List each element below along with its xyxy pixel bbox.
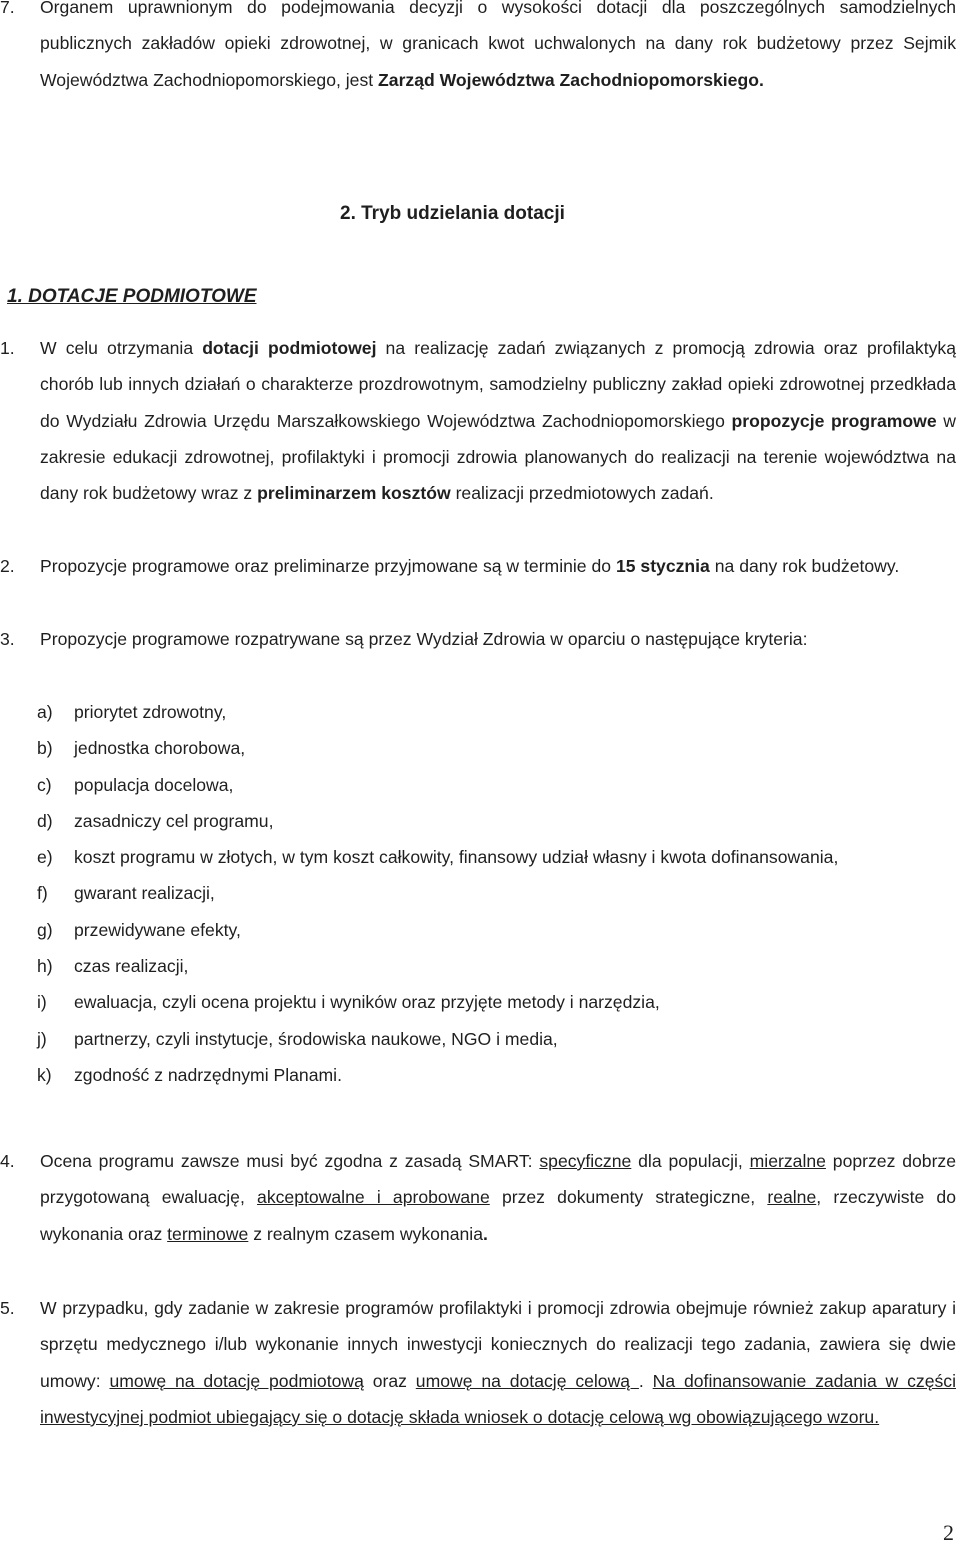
paragraph-3 (40, 621, 956, 657)
criteria-item (37, 839, 956, 875)
p5-text-2: oraz (363, 1370, 416, 1391)
paragraph-5 (40, 1290, 956, 1435)
criteria-item (37, 730, 956, 766)
p1-bold-2: propozycje programowe (731, 410, 937, 431)
p5-number: 5. (0, 1298, 15, 1318)
p1-number: 1. (0, 338, 15, 358)
criteria-label: a) (37, 702, 53, 722)
p2-text-2: na dany rok budżetowy. (709, 556, 900, 576)
criteria-text: zasadniczy cel programu, (74, 810, 274, 831)
criteria-text: czas realizacji, (74, 956, 189, 977)
p1-bold-3: preliminarzem kosztów (257, 483, 451, 504)
paragraph-2 (40, 548, 956, 584)
criteria-item (37, 1057, 956, 1093)
criteria-item (37, 984, 956, 1020)
criteria-label: k) (37, 1064, 52, 1085)
p5-text-3: . (638, 1370, 653, 1391)
criteria-label: f) (37, 883, 48, 904)
intro-paragraph (40, 0, 956, 98)
criteria-label: i) (37, 992, 47, 1013)
p4-text-3: poprzez dobrze przygotowaną ewaluację, (40, 1151, 957, 1208)
criteria-item (37, 912, 956, 948)
subsection-heading-dotacje: 1. DOTACJE PODMIOTOWE (7, 286, 257, 307)
criteria-text: zgodność z nadrzędnymi Planami. (74, 1064, 342, 1085)
criteria-label: c) (37, 774, 52, 795)
criteria-label: d) (37, 810, 53, 831)
p5-underline-3: Na dofinansowanie zadania w części inwestycyjnej podmiot ubiegający się o dotację składa wniosek o dotację celową wg obowiązującego wzoru. (40, 1370, 956, 1427)
criteria-text: priorytet zdrowotny, (74, 702, 227, 722)
criteria-item (37, 875, 956, 911)
p1-bold-1: dotacji podmiotowej (202, 338, 377, 358)
intro-text: Organem uprawnionym do podejmowania decyzji o wysokości dotacji dla poszczególnych samodzielnych publicznych zakładów opieki zdrowotnej, w granicach kwot uchwalonych na dany rok budżetowy przez Sejmik Województwa Zachodniopomorskiego, jest (40, 0, 956, 90)
p3-text-1: Propozycje programowe rozpatrywane są przez Wydział Zdrowia w oparciu o następujące kryteria: (40, 629, 808, 649)
p1-text-3: w zakresie edukacji zdrowotnej, profilaktyki i promocji zdrowia planowanych do realizacji na terenie województwa na dany rok budżetowy wraz z (40, 410, 957, 504)
criteria-text: gwarant realizacji, (74, 883, 215, 904)
criteria-label: j) (37, 1028, 47, 1049)
p1-text-1: W celu otrzymania (40, 338, 203, 358)
criteria-item (37, 694, 956, 730)
criteria-label: h) (37, 956, 53, 977)
criteria-text: ewaluacja, czyli ocena projektu i wyników oraz przyjęte metody i narzędzia, (74, 992, 660, 1013)
p2-number: 2. (0, 556, 15, 576)
p4-underline-3: akceptowalne i aprobowane (257, 1187, 490, 1208)
p5-text-1: W przypadku, gdy zadanie w zakresie programów profilaktyki i promocji zdrowia obejmuje również zakup aparatury i sprzętu medycznego i/lub wykonanie innych inwestycji koniecznych do realizacji tego zadania, zawiera się dwie umowy: (40, 1298, 956, 1391)
criteria-item (37, 948, 956, 984)
criteria-label: e) (37, 847, 53, 868)
p4-underline-1: specyficzne (539, 1151, 632, 1171)
criteria-list (37, 694, 956, 1093)
p4-text-2: dla populacji, (631, 1151, 750, 1171)
criteria-text: partnerzy, czyli instytucje, środowiska naukowe, NGO i media, (74, 1028, 558, 1049)
p4-text-4: przez dokumenty strategiczne, (489, 1187, 768, 1208)
p3-number: 3. (0, 629, 15, 649)
criteria-text: jednostka chorobowa, (74, 738, 246, 759)
p4-underline-4: realne (767, 1187, 817, 1208)
p4-text-6: z realnym czasem wykonania (248, 1223, 483, 1244)
criteria-label: g) (37, 919, 53, 940)
p5-underline-2: umowę na dotację celową (415, 1370, 639, 1391)
criteria-label: b) (37, 738, 53, 759)
page-number: 2 (943, 1520, 954, 1545)
p4-underline-2: mierzalne (749, 1151, 826, 1171)
p1-text-4: realizacji przedmiotowych zadań. (450, 483, 714, 504)
criteria-item (37, 1021, 956, 1057)
section-heading-tryb: 2. Tryb udzielania dotacji (340, 203, 565, 224)
p5-underline-1: umowę na dotację podmiotową (109, 1370, 364, 1391)
paragraph-1 (40, 330, 956, 511)
p4-underline-5: terminowe (167, 1223, 249, 1244)
intro-bold-authority: Zarząd Województwa Zachodniopomorskiego. (378, 69, 764, 90)
criteria-text: przewidywane efekty, (74, 919, 241, 940)
p4-text-1: Ocena programu zawsze musi być zgodna z zasadą SMART: (40, 1151, 540, 1171)
p4-number: 4. (0, 1151, 15, 1171)
criteria-text: populacja docelowa, (74, 774, 234, 795)
p2-text-1: Propozycje programowe oraz preliminarze przyjmowane są w terminie do (40, 556, 616, 576)
criteria-text: koszt programu w złotych, w tym koszt całkowity, finansowy udział własny i kwota dofinansowania, (74, 847, 839, 868)
p4-bold-period: . (483, 1223, 488, 1244)
criteria-item (37, 767, 956, 803)
paragraph-4 (40, 1143, 956, 1252)
p1-text-2: na realizację zadań związanych z promocją zdrowia oraz profilaktyką chorób lub innych działań o charakterze prozdrowotnym, samodzielny publiczny zakład opieki zdrowotnej przedkłada do Wydziału Zdrowia Urzędu Marszałkowskiego Województwa Zachodniopomorskiego (40, 338, 957, 431)
p2-bold-1: 15 stycznia (615, 556, 710, 576)
p4-text-5: , rzeczywiste do wykonania oraz (40, 1187, 957, 1244)
criteria-item (37, 803, 956, 839)
intro-number: 7. (0, 0, 15, 17)
